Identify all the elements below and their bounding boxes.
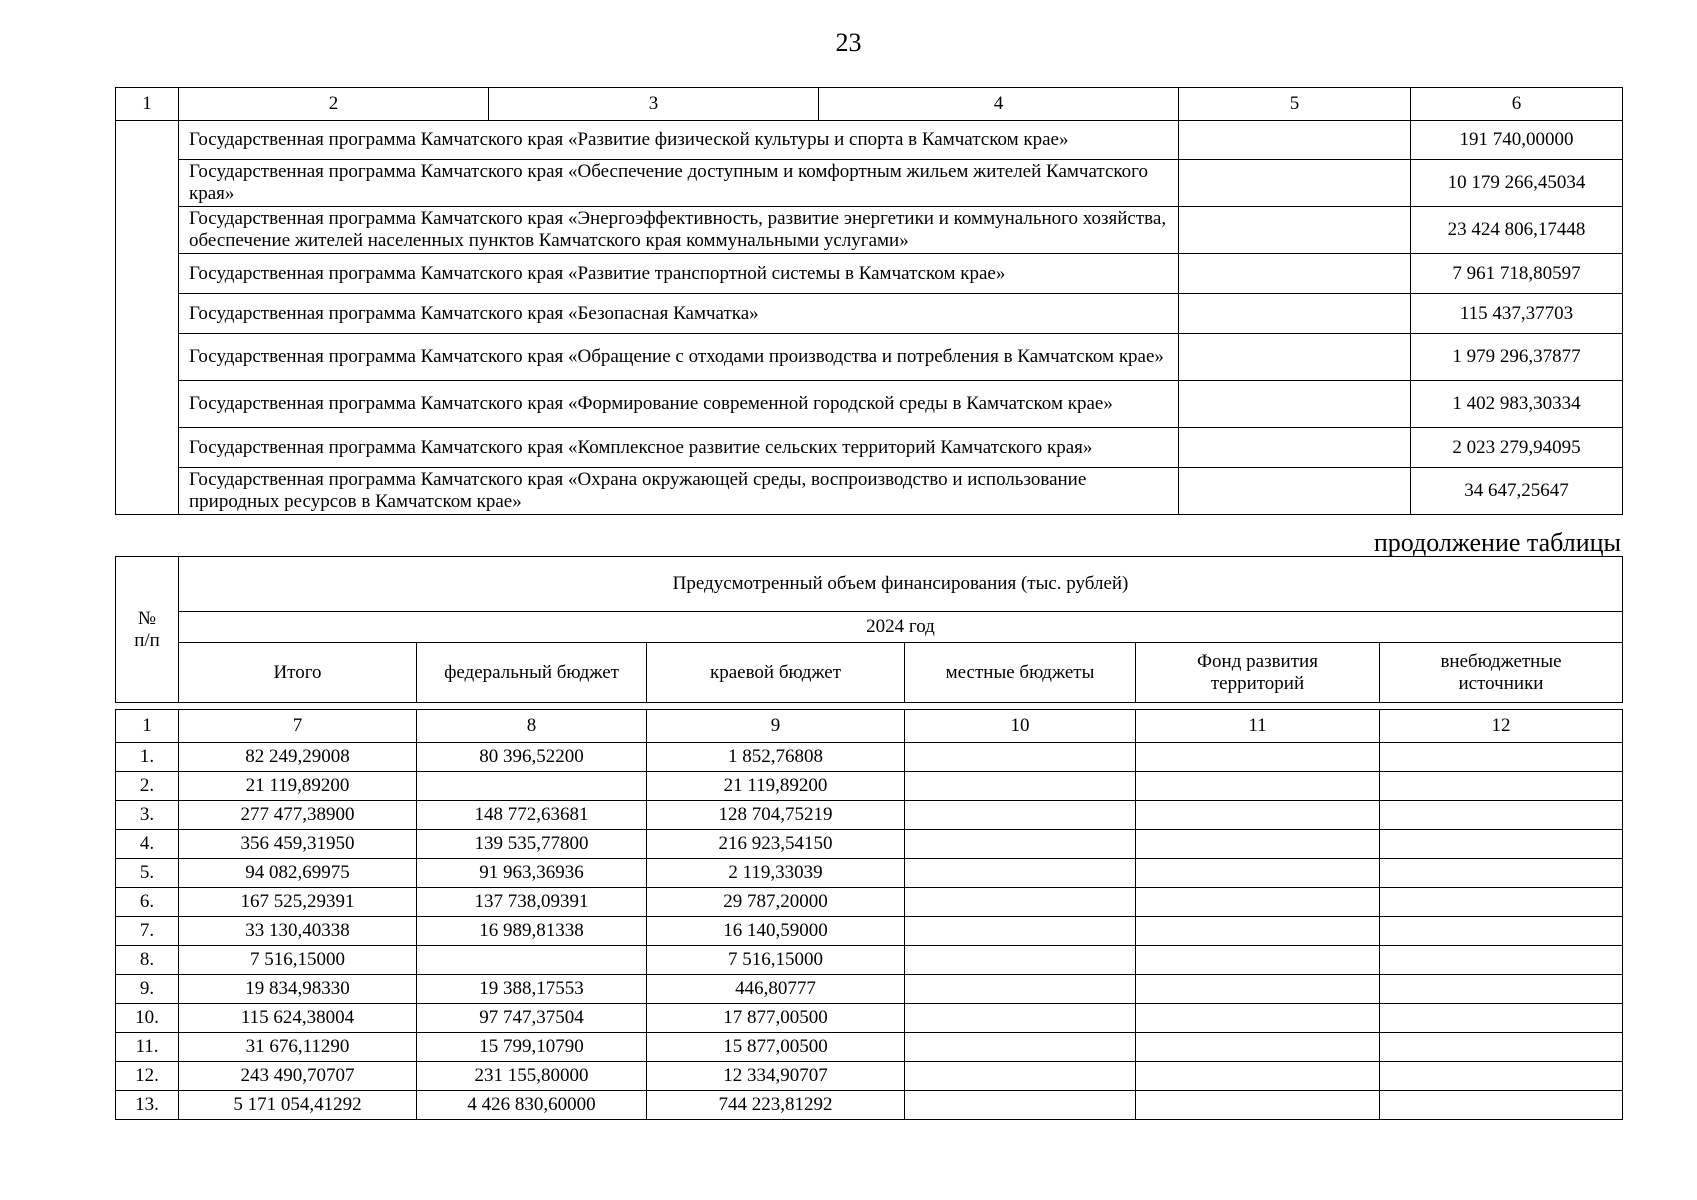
- program-value: 23 424 806,17448: [1411, 207, 1623, 254]
- local-value: [905, 1062, 1136, 1091]
- program-value: 1 979 296,37877: [1411, 334, 1623, 381]
- regional-value: 1 852,76808: [647, 743, 905, 772]
- extrabudgetary-value: [1380, 743, 1623, 772]
- table-row: [116, 1062, 1623, 1091]
- local-value: [905, 1091, 1136, 1120]
- program-row: [116, 428, 1623, 468]
- column-number: 12: [1380, 710, 1623, 743]
- row-number: 12.: [116, 1062, 179, 1091]
- program-name: Государственная программа Камчатского края «Формирование современной городской среды в Камчатском крае»: [179, 381, 1179, 428]
- extrabudgetary-value: [1380, 859, 1623, 888]
- table-row: [116, 975, 1623, 1004]
- column-number: 10: [905, 710, 1136, 743]
- local-value: [905, 801, 1136, 830]
- column-number: 7: [179, 710, 417, 743]
- federal-value: 91 963,36936: [417, 859, 647, 888]
- table-row: [116, 888, 1623, 917]
- continuation-label: продолжение таблицы: [1373, 528, 1621, 557]
- funding-header: Предусмотренный объем финансирования (тыс. рублей): [179, 557, 1623, 612]
- local-value: [905, 743, 1136, 772]
- row-number: 11.: [116, 1033, 179, 1062]
- row-number: 7.: [116, 917, 179, 946]
- extrabudgetary-value: [1380, 1004, 1623, 1033]
- federal-value: 16 989,81338: [417, 917, 647, 946]
- row-number-cell: [116, 121, 179, 515]
- extrabudgetary-value: [1380, 801, 1623, 830]
- program-name: Государственная программа Камчатского края «Безопасная Камчатка»: [179, 294, 1179, 334]
- column-number: 5: [1179, 88, 1411, 121]
- fund-value: [1136, 1062, 1380, 1091]
- federal-value: 231 155,80000: [417, 1062, 647, 1091]
- total-value: 21 119,89200: [179, 772, 417, 801]
- fund-value: [1136, 772, 1380, 801]
- total-value: 5 171 054,41292: [179, 1091, 417, 1120]
- row-number: 6.: [116, 888, 179, 917]
- fund-value: [1136, 975, 1380, 1004]
- fund-value: [1136, 830, 1380, 859]
- federal-value: 139 535,77800: [417, 830, 647, 859]
- row-number: 1.: [116, 743, 179, 772]
- table-row: [116, 946, 1623, 975]
- column-number: 1: [116, 710, 179, 743]
- local-value: [905, 946, 1136, 975]
- extrabudgetary-value: [1380, 946, 1623, 975]
- column-number: 11: [1136, 710, 1380, 743]
- program-row: [116, 381, 1623, 428]
- program-value: 34 647,25647: [1411, 468, 1623, 515]
- regional-value: 15 877,00500: [647, 1033, 905, 1062]
- regional-value: 744 223,81292: [647, 1091, 905, 1120]
- regional-value: 216 923,54150: [647, 830, 905, 859]
- program-name: Государственная программа Камчатского края «Развитие физической культуры и спорта в Камчатском крае»: [179, 121, 1179, 160]
- regional-value: 29 787,20000: [647, 888, 905, 917]
- table-row: [116, 859, 1623, 888]
- column-number: 3: [489, 88, 819, 121]
- program-row: [116, 468, 1623, 515]
- column-header: местные бюджеты: [905, 643, 1136, 703]
- row-number: 5.: [116, 859, 179, 888]
- federal-value: [417, 946, 647, 975]
- program-col5: [1179, 207, 1411, 254]
- regional-value: 2 119,33039: [647, 859, 905, 888]
- program-value: 7 961 718,80597: [1411, 254, 1623, 294]
- total-value: 94 082,69975: [179, 859, 417, 888]
- table-row: [116, 830, 1623, 859]
- extrabudgetary-value: [1380, 1062, 1623, 1091]
- column-number: 2: [179, 88, 489, 121]
- federal-value: 148 772,63681: [417, 801, 647, 830]
- local-value: [905, 859, 1136, 888]
- regional-value: 17 877,00500: [647, 1004, 905, 1033]
- extrabudgetary-value: [1380, 917, 1623, 946]
- row-number: 10.: [116, 1004, 179, 1033]
- table-row: [116, 801, 1623, 830]
- local-value: [905, 1033, 1136, 1062]
- total-value: 167 525,29391: [179, 888, 417, 917]
- column-number: 9: [647, 710, 905, 743]
- row-number: 2.: [116, 772, 179, 801]
- program-row: [116, 294, 1623, 334]
- fund-value: [1136, 1033, 1380, 1062]
- row-number: 4.: [116, 830, 179, 859]
- table-row: [116, 1033, 1623, 1062]
- fund-value: [1136, 917, 1380, 946]
- local-value: [905, 830, 1136, 859]
- funding-header-table: [115, 556, 1623, 703]
- fund-value: [1136, 946, 1380, 975]
- program-col5: [1179, 334, 1411, 381]
- total-value: 7 516,15000: [179, 946, 417, 975]
- funding-values-table: [115, 709, 1623, 1120]
- column-number: 8: [417, 710, 647, 743]
- local-value: [905, 1004, 1136, 1033]
- top-column-numbers-row: [116, 88, 1623, 121]
- program-col5: [1179, 381, 1411, 428]
- column-number: 1: [116, 88, 179, 121]
- local-value: [905, 975, 1136, 1004]
- total-value: 115 624,38004: [179, 1004, 417, 1033]
- table-row: [116, 743, 1623, 772]
- federal-value: 137 738,09391: [417, 888, 647, 917]
- column-header: Итого: [179, 643, 417, 703]
- total-value: 277 477,38900: [179, 801, 417, 830]
- fund-value: [1136, 1091, 1380, 1120]
- column-number: 6: [1411, 88, 1623, 121]
- program-row: [116, 254, 1623, 294]
- column-header: внебюджетные источники: [1380, 643, 1623, 703]
- column-header: краевой бюджет: [647, 643, 905, 703]
- program-name: Государственная программа Камчатского края «Охрана окружающей среды, воспроизводство и использование природных ресурсов в Камчатском крае»: [179, 468, 1179, 515]
- local-value: [905, 917, 1136, 946]
- program-name: Государственная программа Камчатского края «Комплексное развитие сельских территорий Камчатского края»: [179, 428, 1179, 468]
- extrabudgetary-value: [1380, 1033, 1623, 1062]
- table-row: [116, 1091, 1623, 1120]
- program-row: [116, 160, 1623, 207]
- fund-value: [1136, 801, 1380, 830]
- local-value: [905, 888, 1136, 917]
- program-name: Государственная программа Камчатского края «Обеспечение доступным и комфортным жильем жителей Камчатского края»: [179, 160, 1179, 207]
- program-value: 10 179 266,45034: [1411, 160, 1623, 207]
- program-name: Государственная программа Камчатского края «Развитие транспортной системы в Камчатском крае»: [179, 254, 1179, 294]
- program-value: 1 402 983,30334: [1411, 381, 1623, 428]
- program-col5: [1179, 160, 1411, 207]
- federal-value: 15 799,10790: [417, 1033, 647, 1062]
- program-col5: [1179, 254, 1411, 294]
- extrabudgetary-value: [1380, 975, 1623, 1004]
- row-number: 13.: [116, 1091, 179, 1120]
- total-value: 243 490,70707: [179, 1062, 417, 1091]
- extrabudgetary-value: [1380, 1091, 1623, 1120]
- total-value: 19 834,98330: [179, 975, 417, 1004]
- program-value: 115 437,37703: [1411, 294, 1623, 334]
- page-number: 23: [835, 28, 862, 57]
- column-header: Фонд развития территорий: [1136, 643, 1380, 703]
- table-row: [116, 772, 1623, 801]
- regional-value: 16 140,59000: [647, 917, 905, 946]
- regional-value: 7 516,15000: [647, 946, 905, 975]
- program-value: 2 023 279,94095: [1411, 428, 1623, 468]
- row-number: 9.: [116, 975, 179, 1004]
- extrabudgetary-value: [1380, 888, 1623, 917]
- regional-value: 12 334,90707: [647, 1062, 905, 1091]
- fund-value: [1136, 888, 1380, 917]
- row-number: 3.: [116, 801, 179, 830]
- extrabudgetary-value: [1380, 772, 1623, 801]
- programs-table: [115, 87, 1623, 515]
- fund-value: [1136, 859, 1380, 888]
- local-value: [905, 772, 1136, 801]
- fund-value: [1136, 743, 1380, 772]
- federal-value: 19 388,17553: [417, 975, 647, 1004]
- federal-value: 4 426 830,60000: [417, 1091, 647, 1120]
- bottom-column-numbers-row: [116, 710, 1623, 743]
- program-col5: [1179, 468, 1411, 515]
- regional-value: 446,80777: [647, 975, 905, 1004]
- program-col5: [1179, 121, 1411, 160]
- table-row: [116, 1004, 1623, 1033]
- program-col5: [1179, 294, 1411, 334]
- regional-value: 21 119,89200: [647, 772, 905, 801]
- number-header: № п/п: [116, 557, 179, 703]
- fund-value: [1136, 1004, 1380, 1033]
- program-value: 191 740,00000: [1411, 121, 1623, 160]
- table-row: [116, 917, 1623, 946]
- federal-value: 80 396,52200: [417, 743, 647, 772]
- program-row: [116, 334, 1623, 381]
- program-row: [116, 121, 1623, 160]
- program-col5: [1179, 428, 1411, 468]
- total-value: 82 249,29008: [179, 743, 417, 772]
- year-header: 2024 год: [179, 612, 1623, 643]
- program-row: [116, 207, 1623, 254]
- federal-value: 97 747,37504: [417, 1004, 647, 1033]
- regional-value: 128 704,75219: [647, 801, 905, 830]
- total-value: 33 130,40338: [179, 917, 417, 946]
- total-value: 356 459,31950: [179, 830, 417, 859]
- federal-value: [417, 772, 647, 801]
- program-name: Государственная программа Камчатского края «Обращение с отходами производства и потребления в Камчатском крае»: [179, 334, 1179, 381]
- program-name: Государственная программа Камчатского края «Энергоэффективность, развитие энергетики и коммунального хозяйства, обеспечение жителей населенных пунктов Камчатского края коммунальными услугами»: [179, 207, 1179, 254]
- total-value: 31 676,11290: [179, 1033, 417, 1062]
- extrabudgetary-value: [1380, 830, 1623, 859]
- column-number: 4: [819, 88, 1179, 121]
- row-number: 8.: [116, 946, 179, 975]
- column-header: федеральный бюджет: [417, 643, 647, 703]
